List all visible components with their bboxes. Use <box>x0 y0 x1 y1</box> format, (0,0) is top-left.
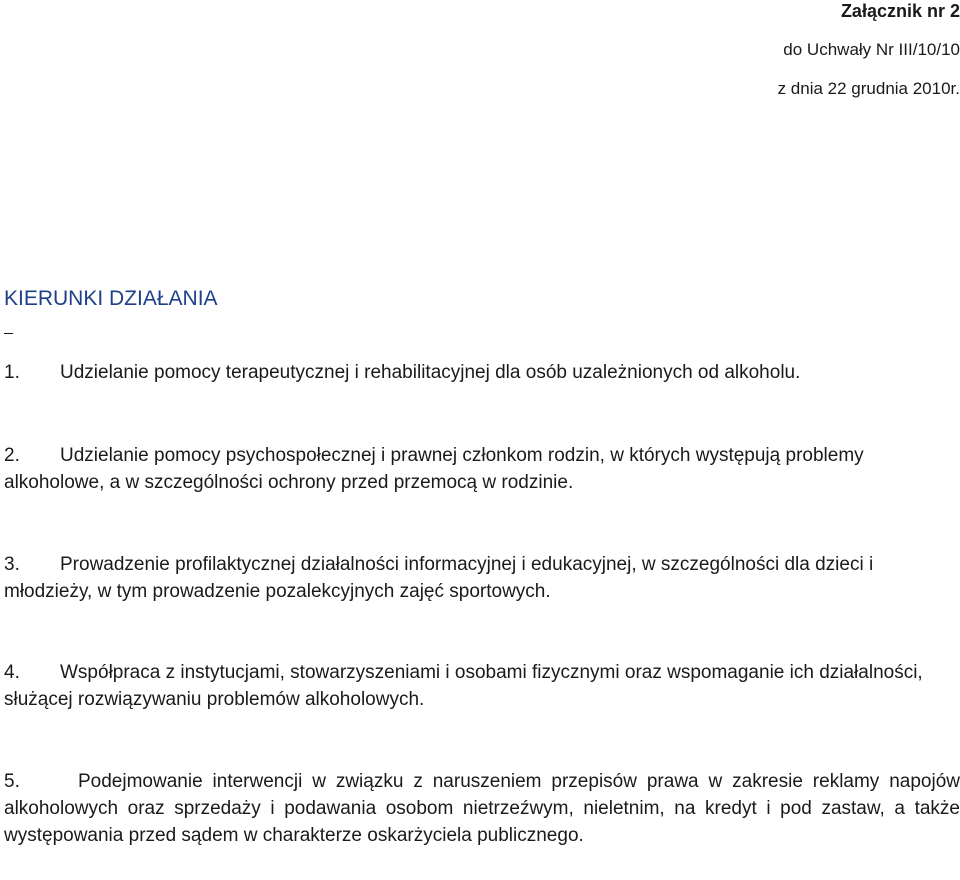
list-item-number: 4. <box>4 662 20 683</box>
list-item-text: Współpraca z instytucjami, stowarzyszeniami i osobami fizycznymi oraz wspomaganie ich działalności, służącej rozwiązywaniu problemów alkoholowych. <box>4 662 923 710</box>
list-item-text: Udzielanie pomocy psychospołecznej i prawnej członkom rodzin, w których występują problemy alkoholowe, a w szczególności ochrony przed przemocą w rodzinie. <box>4 445 864 493</box>
list-item-number: 1. <box>4 362 20 383</box>
list-item-number: 5. <box>4 771 20 792</box>
dash-mark <box>4 333 13 334</box>
list-item-number: 2. <box>4 445 20 466</box>
section-title: KIERUNKI DZIAŁANIA <box>4 287 218 310</box>
list-item <box>4 768 960 849</box>
resolution-reference: do Uchwały Nr III/10/10 <box>783 40 960 59</box>
list-item <box>4 659 960 713</box>
list-item <box>4 442 960 496</box>
list-item <box>4 551 960 605</box>
list-item-text: Udzielanie pomocy terapeutycznej i rehabilitacyjnej dla osób uzależnionych od alkoholu. <box>60 362 801 383</box>
list-item-text: Podejmowanie interwencji w związku z naruszeniem przepisów prawa w zakresie reklamy napojów alkoholowych oraz sprzedaży i podawania osobom nietrzeźwym, nieletnim, na kredyt i pod zastaw, a także występowania przed sądem w charakterze oskarżyciela publicznego. <box>4 771 960 846</box>
list-item-number: 3. <box>4 554 20 575</box>
resolution-date: z dnia 22 grudnia 2010r. <box>777 79 960 98</box>
annex-number: Załącznik nr 2 <box>840 1 960 21</box>
list-item <box>4 359 960 386</box>
list-item-text: Prowadzenie profilaktycznej działalności informacyjnej i edukacyjnej, w szczególności dla dzieci i młodzieży, w tym prowadzenie pozalekcyjnych zajęć sportowych. <box>4 554 874 602</box>
